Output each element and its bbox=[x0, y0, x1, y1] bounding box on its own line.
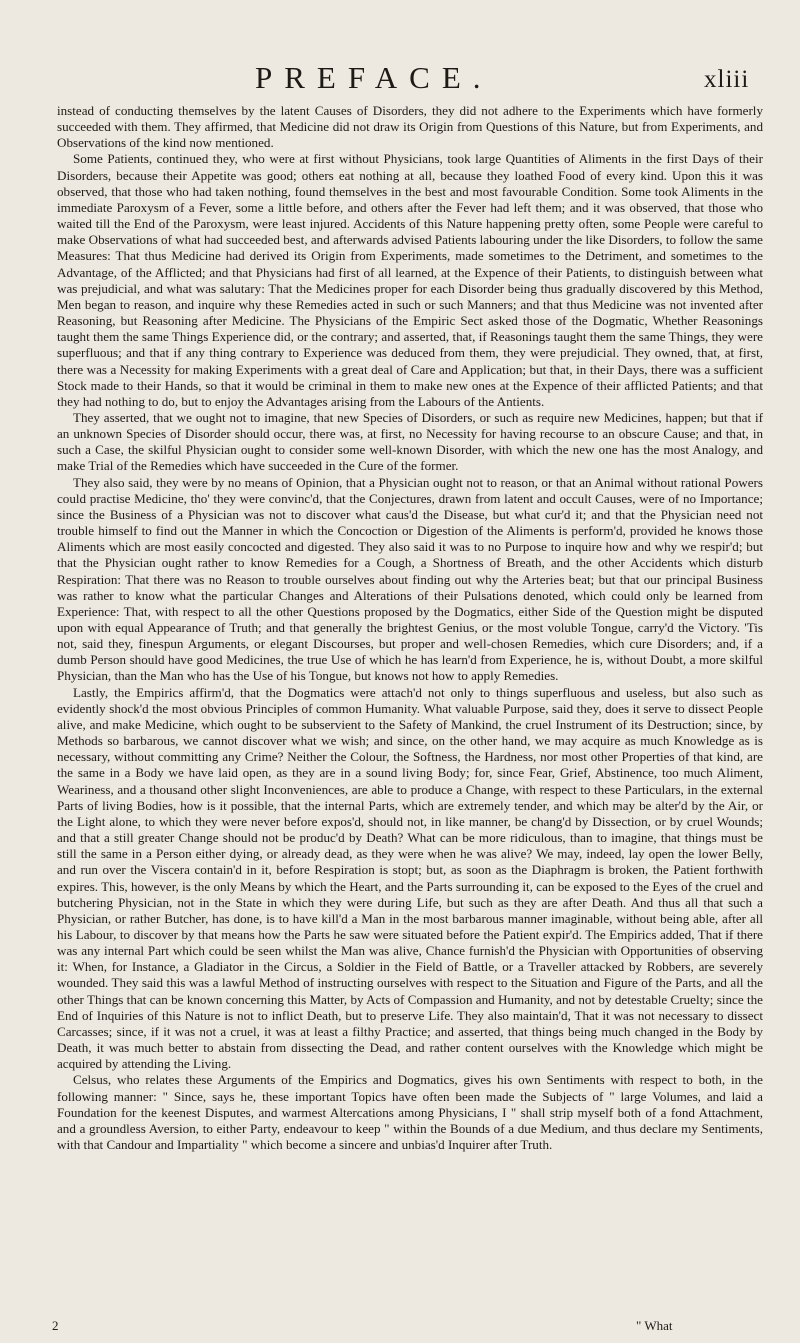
paragraph-continued: instead of conducting themselves by the latent Causes of Disorders, they did not adhere to the Experiments which have formerly succeeded with them. They affirmed, that Medicine did not draw its Origin from Questions of this Nature, but from Experiments, and Observations of the kind now mentioned. bbox=[57, 103, 763, 151]
body-text bbox=[57, 103, 763, 1153]
page-number: xliii bbox=[704, 66, 750, 93]
paragraph: Some Patients, continued they, who were at first without Physicians, took large Quantities of Aliments in the first Days of their Disorders, because their Appetite was good; others eat nothing at all, because they loathed Food of every kind. Upon this it was observed, that those who had taken nothing, found themselves in the best and most favourable Condition. Some took Aliments in the immediate Paroxysm of a Fever, some a little before, and others after the Fever had left them; and it was observed, that those who waited till the End of the Paroxysm, were least injured. Accidents of this Nature happening pretty often, some People were careful to make Observations of what had succeeded best, and afterwards advised Patients labouring under the like Disorders, to follow the same Measures: That thus Medicine had derived its Origin from Experiments, made sometimes to the Detriment, and sometimes to the Advantage, of the Afflicted; and that Physicians had first of all learned, at the Expence of their Patients, to distinguish between what was prejudicial, and what was salutary: That the Medicines proper for each Disorder being thus gradually discovered by this Method, Men began to reason, and inquire why these Remedies acted in such or such Manners; and that thus Medicine was not invented after Reasoning, but Reasoning after Medicine. The Physicians of the Empiric Sect asked those of the Dogmatic, Whether Reasonings taught them the same Things Experience did, or the contrary; and asserted, that, if Reasonings taught them the same Things, they were superfluous; and that if any thing contrary to Experience was deduced from them, they were prejudicial. They owned, that, at first, there was a Necessity for making Experiments with a great deal of Care and Application; but that, in their Days, there was a sufficient Stock made to their Hands, so that it would be criminal in them to make new ones at the Expence of their afflicted Patients; and that they had nothing to do, but to enjoy the Advantages arising from the Labours of the Antients. bbox=[57, 151, 763, 409]
paragraph: They asserted, that we ought not to imagine, that new Species of Disorders, or such as require new Medicines, happen; but that if an unknown Species of Disorder should occur, there was, at first, no Necessity for having recourse to an obscure Cause; and that, in such a Case, the skilful Physician ought to consider some well-known Disorder, with which the new one has the most Analogy, and make Trial of the Remedies which have succeeded in the Cure of the former. bbox=[57, 409, 763, 474]
page-header bbox=[0, 60, 800, 102]
catchword: " What bbox=[636, 1318, 673, 1333]
signature-mark: 2 bbox=[52, 1318, 59, 1333]
paragraph: Lastly, the Empirics affirm'd, that the Dogmatics were attach'd not only to things superfluous and useless, but also such as evidently shock'd the most obvious Principles of common Humanity. What valuable Purpose, said they, does it serve to dissect People alive, and make Medicine, which ought to be subservient to the Safety of Mankind, the cruel Instrument of its Destruction; since, by Methods so barbarous, we cannot discover what we wish; and since, on the other hand, we may acquire as much Knowledge as is necessary, without committing any Crime? Neither the Colour, the Softness, the Hardness, nor most other Properties of that kind, are the same in a Body we have laid open, as they are in a sound living Body; for, since Fear, Grief, Abstinence, too much Aliment, Weariness, and a thousand other slight Inconveniences, are able to produce a Change, with respect to these Particulars, in the external Parts of living Bodies, how is it possible, that the internal Parts, which are extremely tender, and which may be alter'd by the Air, or the Light alone, to which they were never before expos'd, should not, in like manner, be chang'd by Dissection, or by cruel Wounds; and that a still greater Change should not be produc'd by Death? What can be more ridiculous, than to imagine, that things must be still the same in a Person either dying, or already dead, as they were when he was alive? We may, indeed, lay open the lower Belly, and run over the Viscera contain'd in it, before Respiration is stopt; but, as soon as the Diaphragm is broken, the Patient forthwith expires. This, however, is the only Means by which the Heart, and the Parts surrounding it, can be exposed to the Eyes of the cruel and butchering Physician, not in the State in which they were during Life, but such as they are after Death. And thus all that such a Physician, or rather Butcher, has done, is to have kill'd a Man in the most barbarous manner imaginable, without being able, after all his Labour, to discover by that means how the Parts he saw were situated before the Patient expir'd. The Empirics added, That if there was any internal Part which could be seen whilst the Man was alive, Chance furnish'd the Physician with Opportunities of observing it: When, for Instance, a Gladiator in the Circus, a Soldier in the Field of Battle, or a Traveller attacked by Robbers, are severely wounded. They said this was a lawful Method of instructing ourselves with respect to the Situation and Figure of the Parts, and all the other Things that can be known concerning this Matter, by Acts of Compassion and Humanity, and not by detestable Cruelty; since the End of Inquiries of this Nature is not to inflict Death, but to preserve Life. They also maintain'd, That it was not necessary to dissect Carcasses; since, if it was not a cruel, it was at least a filthy Practice; and asserted, that things being much changed in the Body by Death, it was much better to abstain from dissecting the Dead, and rather content ourselves with the Knowledge which might be acquired by attending the Living. bbox=[57, 684, 763, 1072]
paragraph-celsus: Celsus, who relates these Arguments of the Empirics and Dogmatics, gives his own Sentiments with respect to both, in the following manner: " Since, says he, these important Topics have often been made the Subjects of " large Volumes, and laid a Foundation for the keenest Disputes, and warmest Altercations among Physicians, I " shall strip myself both of a fond Attachment, and a groundless Aversion, to either Party, endeavour to keep " within the Bounds of a due Medium, and thus declare my Sentiments, with that Candour and Impartiality " which become a sincere and unbias'd Inquirer after Truth. bbox=[57, 1072, 763, 1152]
paragraph: They also said, they were by no means of Opinion, that a Physician ought not to reason, or that an Animal without rational Powers could practise Medicine, tho' they were convinc'd, that the Conjectures, drawn from latent and occult Causes, were of no Importance; since the Business of a Physician was not to discover what caus'd the Disease, but what cur'd it; and that the Physician need not trouble himself to find out the Manner in which the Concoction or Digestion of the Aliments is perform'd, provided he knows those Aliments which are most easily concocted and digested. They also said it was to no Purpose to inquire how and why we respir'd; but that the Physician ought rather to know Remedies for a Cough, a Shortness of Breath, and the other Accidents which disturb Respiration: That there was no Reason to trouble ourselves about finding out why the Arteries beat; but that our principal Business was rather to know what the particular Changes and Alterations of their Pulsations denoted, which could only be learned from Experience: That, with respect to all the other Questions proposed by the Dogmatics, either Side of the Question might be disputed upon with equal Appearance of Truth; and that generally the brightest Genius, or the most voluble Tongue, carry'd the Victory. 'Tis not, said they, finespun Arguments, or elegant Discourses, but proper and well-chosen Remedies, which cure Disorders; and, if a dumb Person should have good Medicines, the true Use of which he has learn'd from Experience, he is, without Doubt, a more skilful Physician, than the Man who has the Use of his Tongue, but knows not how to apply Remedies. bbox=[57, 474, 763, 684]
running-title: PREFACE. bbox=[255, 60, 493, 95]
